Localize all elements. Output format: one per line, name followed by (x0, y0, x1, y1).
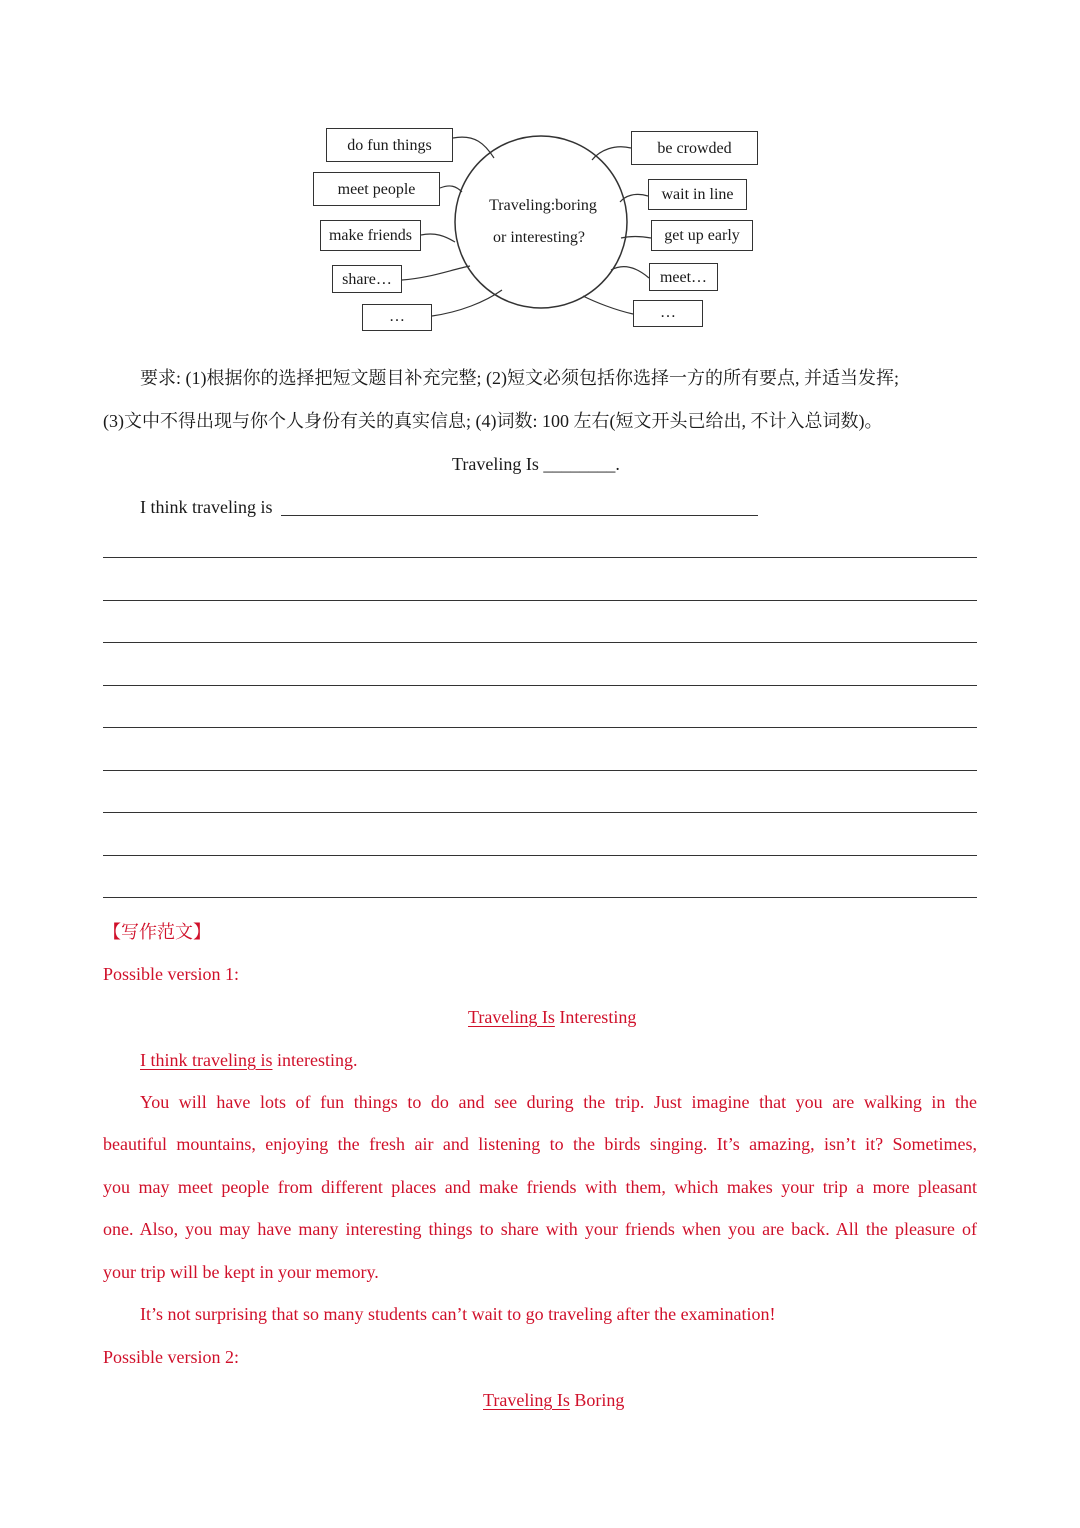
version-1-paragraph-line: one. Also, you may have many interesting things to share with your friends when you are back. All the pleasure of (103, 1219, 977, 1239)
version-1-paragraph-line: beautiful mountains, enjoying the fresh air and listening to the birds singing. It’s amazing, isn’t it? Sometimes, (103, 1134, 977, 1154)
writing-line (103, 727, 977, 728)
requirements-line-2: (3)文中不得出现与你个人身份有关的真实信息; (4)词数: 100 左右(短文开头已给出, 不计入总词数)。 (103, 411, 883, 431)
mind-map-node-left-3: make friends (320, 220, 421, 251)
writing-line (103, 812, 977, 813)
mind-map-node-left-2: meet people (313, 172, 440, 206)
mind-map-node-left-1: do fun things (326, 128, 453, 162)
mind-map-node-left-4: share… (332, 265, 402, 293)
essay-title-blank: ________. (543, 454, 620, 474)
mind-map-node-right-3: get up early (651, 220, 753, 251)
mind-map-center-line2: or interesting? (493, 229, 585, 246)
version-1-closing: It’s not surprising that so many students can’t wait to go traveling after the examination! (140, 1304, 776, 1324)
writing-line (103, 557, 977, 558)
version-1-opening-rest: interesting. (272, 1050, 358, 1070)
writing-line (103, 770, 977, 771)
mind-map-node-right-1: be crowded (631, 131, 758, 165)
version-2-title-rest: Boring (569, 1390, 625, 1410)
mind-map-node-right-2: wait in line (648, 179, 747, 210)
writing-line (103, 642, 977, 643)
version-1-paragraph-line: your trip will be kept in your memory. (103, 1262, 379, 1282)
version-2-label: Possible version 2: (103, 1347, 240, 1367)
version-1-label: Possible version 1: (103, 964, 240, 984)
mind-map (300, 120, 780, 340)
version-1-opening (140, 1048, 357, 1072)
version-2-title-underlined: Traveling Is (483, 1390, 570, 1410)
essay-title-prefix: Traveling Is (452, 454, 539, 474)
mind-map-node-right-5: … (633, 300, 703, 327)
version-2-title (483, 1388, 624, 1412)
essay-title (452, 452, 620, 476)
mind-map-center-line1: Traveling:boring (489, 197, 597, 214)
version-1-paragraph-line: You will have lots of fun things to do and see during the trip. Just imagine that you are walking in the (140, 1092, 977, 1112)
version-1-opening-underlined: I think traveling is (140, 1050, 273, 1070)
writing-line (103, 897, 977, 898)
mind-map-node-right-4: meet… (649, 263, 718, 291)
writing-line (103, 855, 977, 856)
version-1-title-rest: Interesting (554, 1007, 637, 1027)
sample-heading: 【写作范文】 (103, 922, 211, 942)
version-1-title (468, 1005, 636, 1029)
opening-blank-line (281, 515, 758, 516)
requirements-line-1: 要求: (1)根据你的选择把短文题目补充完整; (2)短文必须包括你选择一方的所有要点, 并适当发挥; (140, 368, 899, 388)
mind-map-node-left-5: … (362, 304, 432, 331)
essay-opening: I think traveling is (140, 497, 273, 517)
version-1-title-underlined: Traveling Is (468, 1007, 555, 1027)
writing-line (103, 600, 977, 601)
version-1-paragraph-line: you may meet people from different places and make friends with them, which makes your trip a more pleasant (103, 1177, 977, 1197)
writing-line (103, 685, 977, 686)
